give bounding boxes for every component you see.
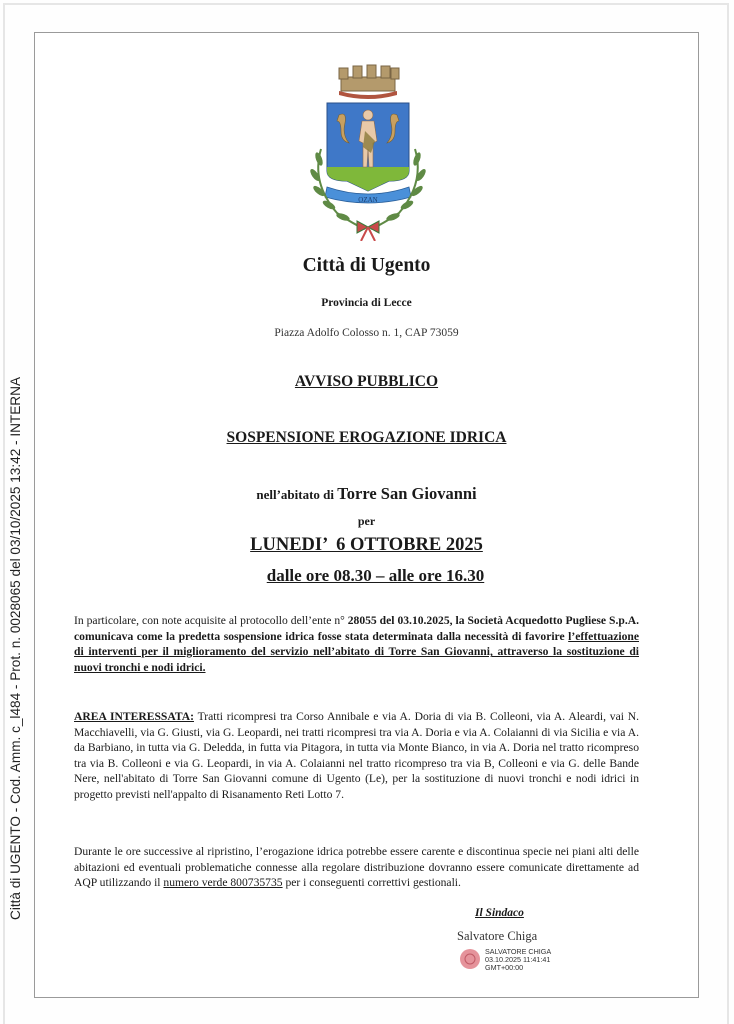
digital-seal-icon	[459, 948, 481, 970]
toll-free-number: numero verde 800735735	[163, 876, 283, 890]
protocol-side-stamp: Città di UGENTO - Cod. Amm. c_l484 - Prot. n. 0028065 del 03/10/2025 13:42 - INTERNA	[8, 376, 23, 920]
p1-intervention-text: l’effettuazione di interventi per il miglioramento del servizio nell’abitato di Torre San Giovanni, attraverso la sostituzione di nuovi tronchi e nodi idrici.	[74, 629, 639, 674]
city-crest-logo	[307, 63, 429, 241]
paragraph-area	[74, 709, 639, 803]
city-title: Città di Ugento	[302, 255, 431, 276]
notice-subject: SOSPENSIONE EROGAZIONE IDRICA	[226, 429, 507, 446]
crest-motto: OZAN	[358, 196, 378, 204]
crown-icon	[339, 65, 399, 99]
area-text: Tratti ricompresi tra Corso Annibale e via A. Doria di via B. Colleoni, via A. Aleardi, vai N. Macchiavelli, via G. Giusti, via G. Leopardi, nei tratti ricompresi tra via A. Doria e via A. Colaianni di via Sicilia e via A. da Barbiano, in tutta via G. Deledda, in futta via Pitagora, in tutta via Monte Bianco, in via A. Doria nel tratto ricompreso tra via B. Colleoni e via G. Leopardi, in via A. Colaianni nel tratto ricompreso tra via B, Colleoni e via G. delle Bande Nere, nell'abitato di Torre San Giovanni comune di Ugento (Le), per la sostituzione di nuovi tronchi e nodi idrici in progetto previsti nell'appalto di Risanamento Reti Lotto 7.	[74, 710, 640, 801]
p3-text-1: Durante le ore successive al ripristino, l’erogazione idrica potrebbe essere carente e discontinua specie nei piani alti delle abitazioni ed eventuali problematiche connesse alla regolare distribuzione dovranno essere comunicate direttamente ad AQP utilizzando il	[74, 845, 639, 890]
signature-name: Salvatore Chiga	[457, 929, 538, 943]
signature-role: Il Sindaco	[475, 907, 524, 919]
digital-signature-name: SALVATORE CHIGA	[485, 947, 552, 956]
digital-signature-date: 03.10.2025 11:41:41	[485, 955, 551, 965]
p1-text-1: In particolare, con note acquisite al protocollo dell’ente n°	[74, 614, 348, 627]
notice-hours: dalle ore 08.30 – alle ore 16.30	[266, 566, 485, 585]
notice-location	[35, 484, 698, 504]
digital-signature-timezone: GMT+00:00	[485, 963, 524, 973]
protocol-reference: 28055 del 03.10.2025	[347, 614, 450, 627]
p1-text-3: , la Società Acquedotto Pugliese S.p.A. comunicava come la predetta sospensione idrica fosse stata determinata dalla necessità di favorire	[74, 614, 639, 643]
location-name: Torre San Giovanni	[337, 484, 477, 503]
notice-date: LUNEDI’ 6 OTTOBRE 2025	[250, 535, 483, 555]
notice-title: AVVISO PUBBLICO	[294, 373, 439, 390]
province-label: Provincia di Lecce	[321, 297, 412, 309]
area-label: AREA INTERESSATA:	[74, 710, 194, 723]
location-prefix: nell’abitato di	[256, 487, 338, 502]
document-page	[34, 32, 699, 998]
notice-per: per	[357, 514, 376, 528]
digital-signature-block	[485, 948, 551, 973]
paragraph-details	[74, 613, 639, 675]
p3-text-3: per i conseguenti correttivi gestionali.	[282, 876, 461, 890]
paragraph-after-restore	[74, 844, 639, 891]
address-label: Piazza Adolfo Colosso n. 1, CAP 73059	[274, 327, 459, 339]
